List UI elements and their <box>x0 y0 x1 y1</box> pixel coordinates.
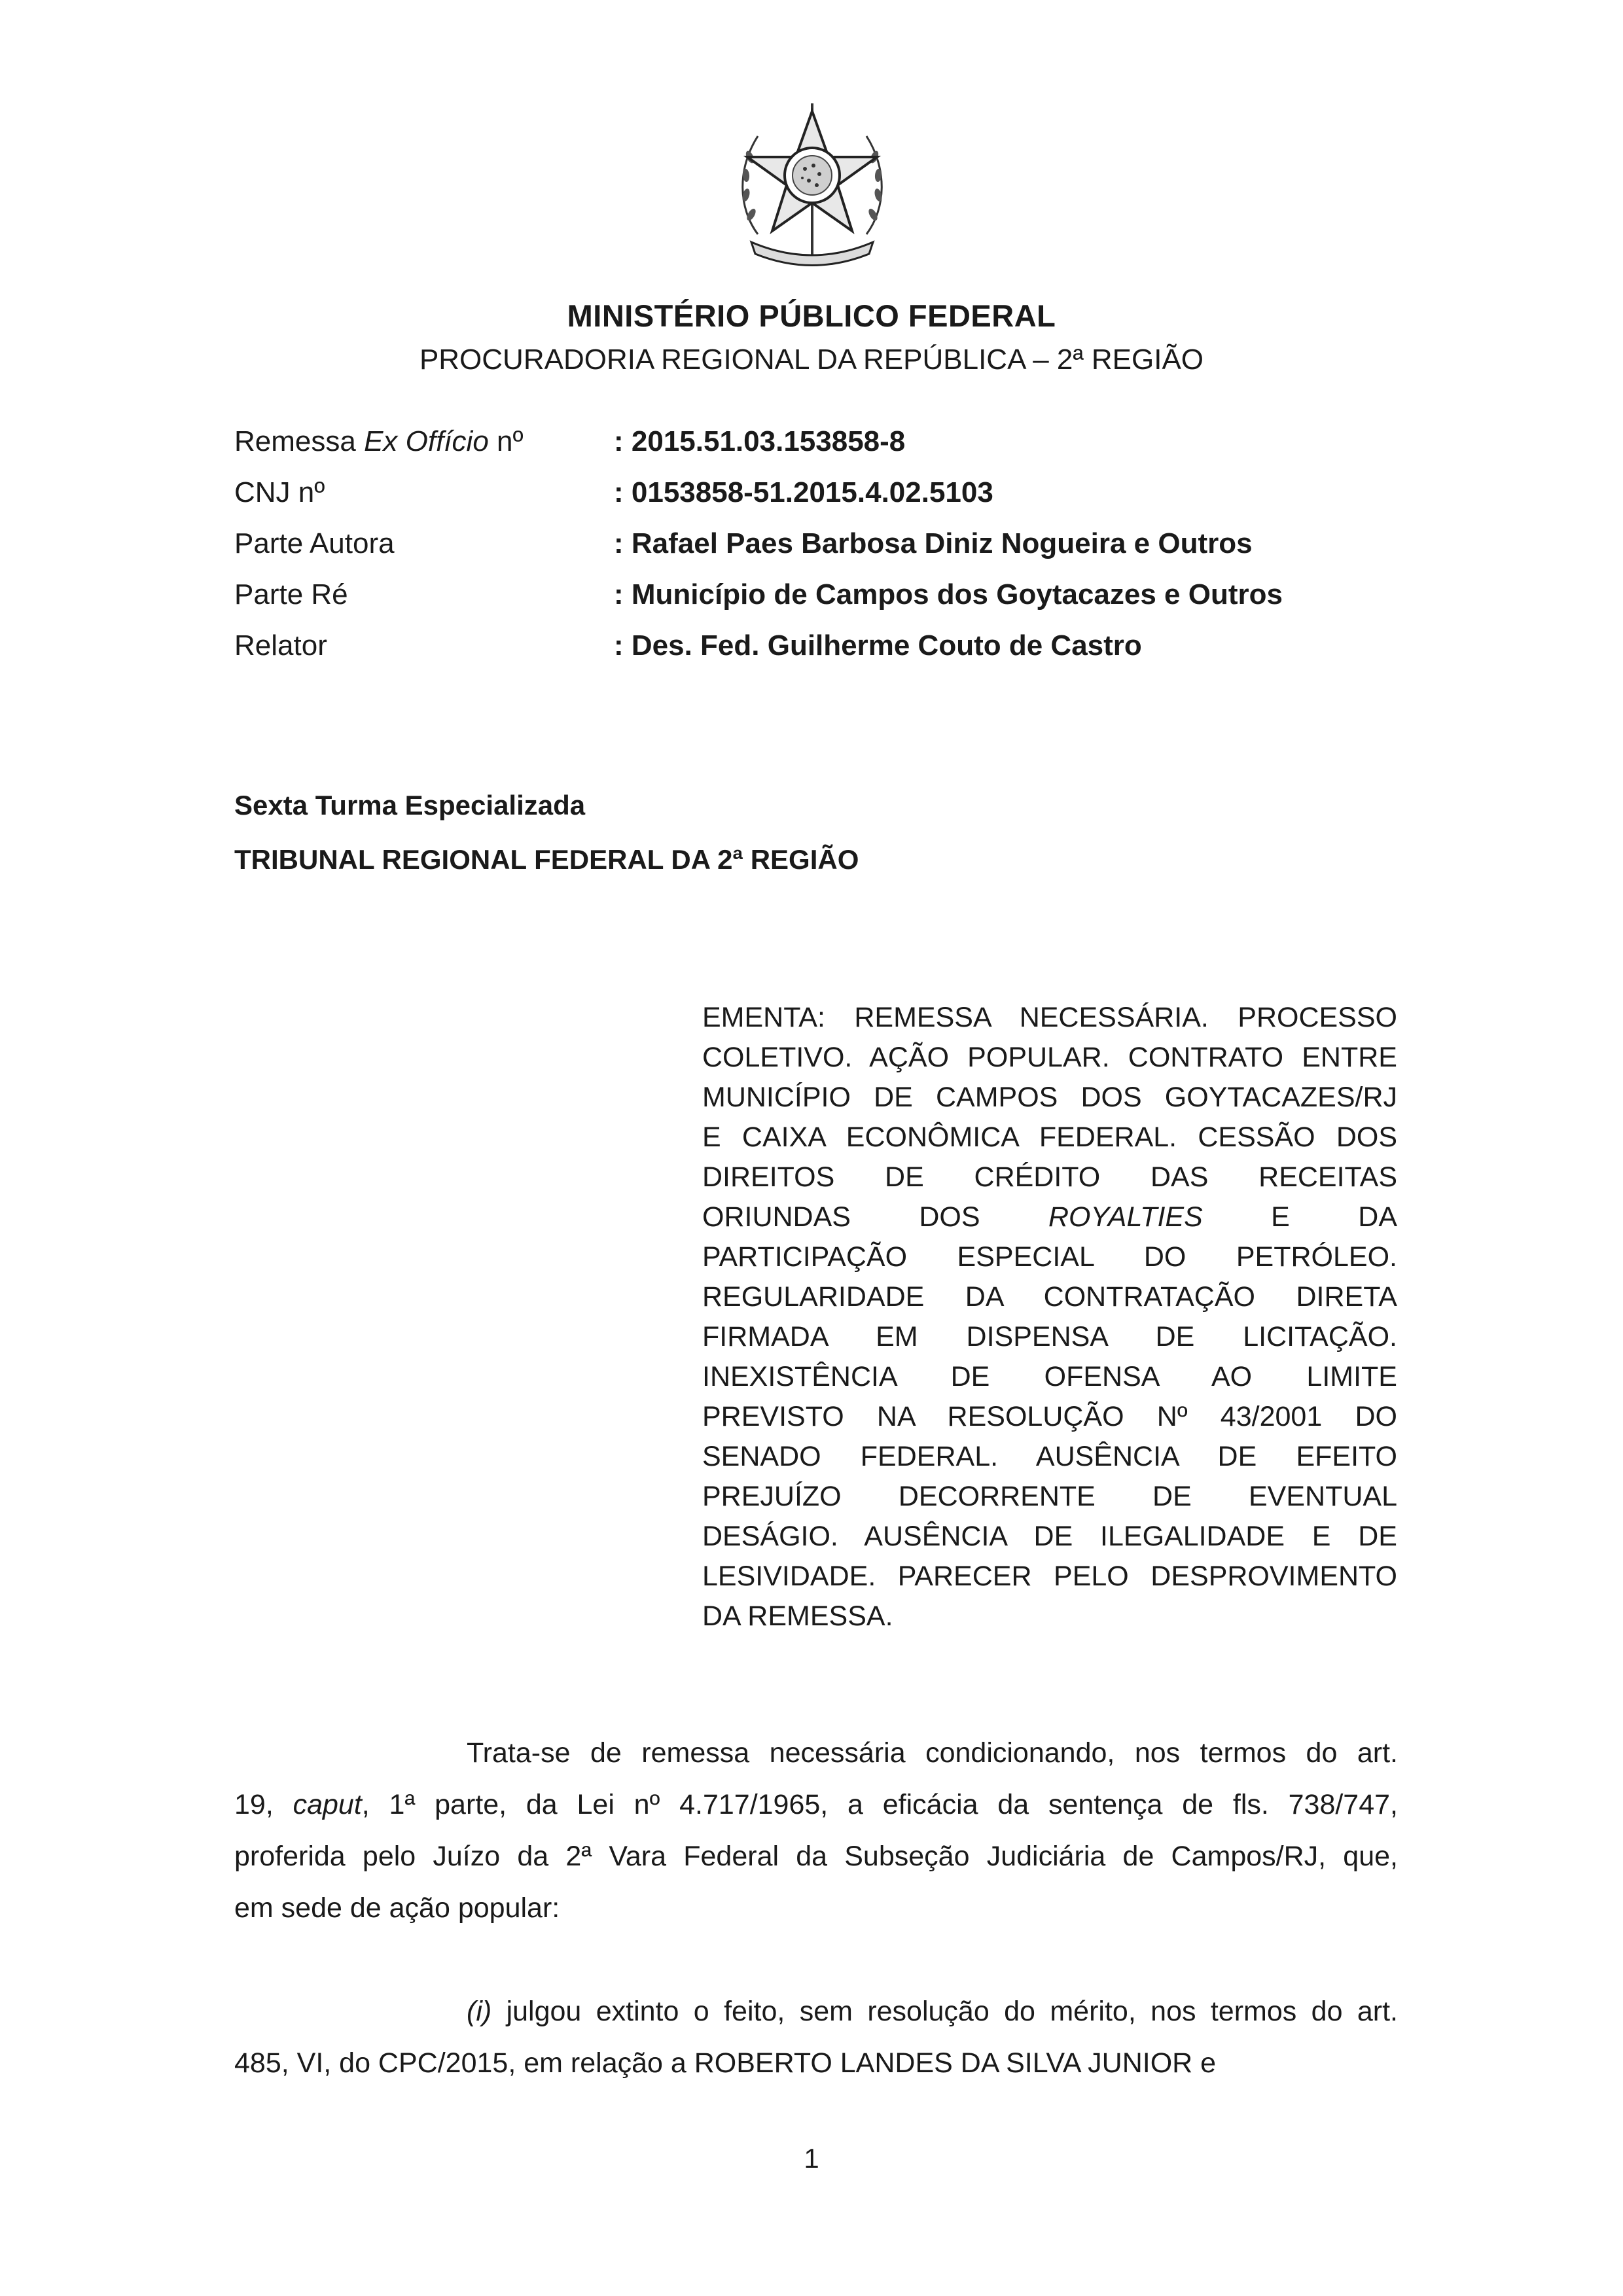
case-info-value: : 2015.51.03.153858-8 <box>614 425 906 457</box>
case-info-label: Remessa Ex Offício nº <box>234 425 524 457</box>
case-info-value: : Des. Fed. Guilherme Couto de Castro <box>614 629 1142 662</box>
court-name: TRIBUNAL REGIONAL FEDERAL DA 2ª REGIÃO <box>234 844 859 875</box>
header-title: MINISTÉRIO PÚBLICO FEDERAL <box>567 298 1056 333</box>
ementa-line: ORIUNDAS DOS ROYALTIES E DA <box>702 1201 1397 1233</box>
case-info-row <box>234 425 1412 476</box>
case-info-value: : 0153858-51.2015.4.02.5103 <box>614 476 993 508</box>
case-info-row <box>234 629 1412 680</box>
case-info-row <box>234 527 1412 578</box>
case-info-label: CNJ nº <box>234 476 325 508</box>
ementa-line: LESIVIDADE. PARECER PELO DESPROVIMENTO <box>702 1561 1397 1592</box>
paragraph-intro-line: em sede de ação popular: <box>234 1892 560 1924</box>
ementa-line: MUNICÍPIO DE CAMPOS DOS GOYTACAZES/RJ <box>702 1082 1397 1113</box>
paragraph-item-i <box>234 1986 1398 2089</box>
paragraph-item-i-line: 485, VI, do CPC/2015, em relação a ROBERTO LANDES DA SILVA JUNIOR e <box>234 2047 1217 2079</box>
coat-of-arms-seal-icon <box>732 97 893 268</box>
ementa-line: E CAIXA ECONÔMICA FEDERAL. CESSÃO DOS <box>702 1122 1397 1153</box>
ementa-line: PREJUÍZO DECORRENTE DE EVENTUAL <box>702 1481 1397 1512</box>
ementa-line: SENADO FEDERAL. AUSÊNCIA DE EFEITO <box>702 1441 1397 1472</box>
ementa-line: PREVISTO NA RESOLUÇÃO Nº 43/2001 DO <box>702 1401 1397 1432</box>
paragraph-intro-line: Trata-se de remessa necessária condicionando, nos termos do art. <box>467 1737 1398 1769</box>
ementa-line: COLETIVO. AÇÃO POPULAR. CONTRATO ENTRE <box>702 1042 1397 1073</box>
court-chamber: Sexta Turma Especializada <box>234 790 586 821</box>
paragraph-item-i-line: (i) julgou extinto o feito, sem resolução do mérito, nos termos do art. <box>467 1996 1398 2027</box>
ementa-line: DESÁGIO. AUSÊNCIA DE ILEGALIDADE E DE <box>702 1521 1397 1552</box>
ementa-line: DA REMESSA. <box>702 1600 893 1632</box>
ementa-line: DIREITOS DE CRÉDITO DAS RECEITAS <box>702 1161 1397 1193</box>
ementa-line: FIRMADA EM DISPENSA DE LICITAÇÃO. <box>702 1321 1397 1352</box>
header-subtitle: PROCURADORIA REGIONAL DA REPÚBLICA – 2ª REGIÃO <box>419 344 1204 376</box>
case-info-value: : Rafael Paes Barbosa Diniz Nogueira e Outros <box>614 527 1253 559</box>
ementa-line: REGULARIDADE DA CONTRATAÇÃO DIRETA <box>702 1281 1397 1313</box>
case-info-label: Relator <box>234 629 327 662</box>
ementa-block <box>702 998 1397 1636</box>
paragraph-intro-line: 19, caput, 1ª parte, da Lei nº 4.717/1965, a eficácia da sentença de fls. 738/747, <box>234 1789 1398 1820</box>
paragraph-intro <box>234 1727 1398 1934</box>
case-info-label: Parte Autora <box>234 527 395 559</box>
case-info-value: : Município de Campos dos Goytacazes e Outros <box>614 578 1283 610</box>
case-info-table <box>234 425 1412 680</box>
ementa-line: EMENTA: REMESSA NECESSÁRIA. PROCESSO <box>702 1002 1397 1033</box>
ementa-line: PARTICIPAÇÃO ESPECIAL DO PETRÓLEO. <box>702 1241 1397 1273</box>
paragraph-intro-line: proferida pelo Juízo da 2ª Vara Federal da Subseção Judiciária de Campos/RJ, que, <box>234 1841 1398 1872</box>
ementa-line: INEXISTÊNCIA DE OFENSA AO LIMITE <box>702 1361 1397 1392</box>
case-info-label: Parte Ré <box>234 578 348 610</box>
case-info-row <box>234 476 1412 527</box>
page-number: 1 <box>804 2143 819 2174</box>
case-info-row <box>234 578 1412 629</box>
